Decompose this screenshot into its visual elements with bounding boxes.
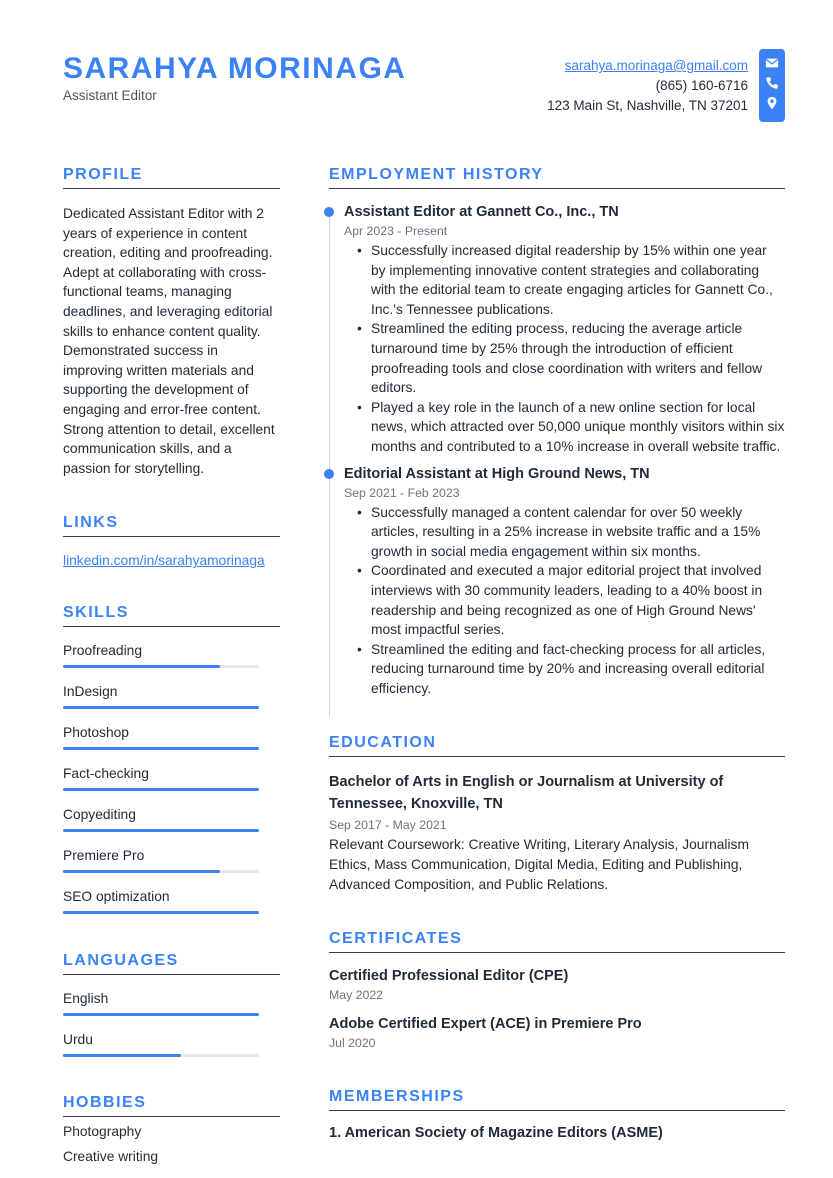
certificate-date: May 2022 bbox=[329, 988, 384, 1003]
skill-item bbox=[63, 765, 280, 791]
profile-summary: Dedicated Assistant Editor with 2 years of experience in content creation, editing and proofreading. Adept at collaborating with cross-functional teams, managing deadlines, and leveraging editorial skills to enhance content quality. Demonstrated success in improving written materials and supporting the development of engaging and error-free content. Strong attention to detail, excellent communication skills, and a passion for storytelling. bbox=[63, 206, 275, 476]
job-entry-date: Sep 2021 - Feb 2023 bbox=[344, 485, 460, 500]
contact-info bbox=[547, 56, 748, 116]
skill-level-bar bbox=[63, 747, 259, 750]
skill-level-bar bbox=[63, 788, 259, 791]
job-entry-date: Apr 2023 - Present bbox=[344, 224, 448, 238]
timeline-dot bbox=[324, 469, 334, 479]
skill-level-fill bbox=[63, 788, 259, 791]
language-level-fill bbox=[63, 1054, 181, 1057]
skill-name: Premiere Pro bbox=[63, 848, 145, 864]
achievement-item: • Played a key role in the launch of a new online section for local news, which attracted over 50,000 unique monthly visitors within six months and contributed to a 10% increase in overall website traffic. bbox=[371, 398, 785, 457]
section-heading-education: EDUCATION bbox=[329, 734, 785, 757]
skill-level-fill bbox=[63, 870, 220, 873]
skill-level-fill bbox=[63, 665, 220, 668]
skill-name: Photoshop bbox=[63, 725, 129, 741]
degree-title: Bachelor of Arts in English or Journalism at University of Tennessee, Knoxville, TN bbox=[329, 774, 724, 813]
section-heading-profile: PROFILE bbox=[63, 166, 280, 189]
language-item bbox=[63, 990, 280, 1016]
email-link[interactable]: sarahya.morinaga@gmail.com bbox=[564, 58, 748, 73]
hobby-item: Creative writing bbox=[63, 1148, 159, 1164]
job-entry-title: Editorial Assistant at High Ground News, TN bbox=[344, 465, 650, 482]
links-section bbox=[63, 514, 280, 568]
language-level-bar bbox=[63, 1013, 259, 1016]
skill-level-fill bbox=[63, 829, 259, 832]
skill-level-bar bbox=[63, 870, 259, 873]
skill-level-fill bbox=[63, 747, 259, 750]
section-heading-memberships: MEMBERSHIPS bbox=[329, 1088, 785, 1111]
job-entry bbox=[344, 203, 785, 457]
achievement-item: • Successfully managed a content calendar for over 50 weekly articles, resulting in a 25% increase in website traffic and a 15% growth in social media engagement within six months. bbox=[371, 503, 785, 562]
achievement-item: • Coordinated and executed a major editorial project that involved interviews with 30 community leaders, leading to a 40% boost in readership and being recognized as one of High Ground News' most impactful series. bbox=[371, 561, 785, 639]
profile-section bbox=[63, 166, 280, 478]
language-name: English bbox=[63, 991, 109, 1007]
section-heading-employment: EMPLOYMENT HISTORY bbox=[329, 166, 785, 189]
skill-level-fill bbox=[63, 706, 259, 709]
skill-level-bar bbox=[63, 911, 259, 914]
certificates-section bbox=[329, 930, 785, 1052]
skills-section bbox=[63, 604, 280, 914]
achievement-item: • Streamlined the editing process, reducing the average article turnaround time by 25% through the introduction of efficient proofreading tools and close coordination with writers and fellow editors. bbox=[371, 319, 785, 397]
employment-timeline bbox=[329, 203, 785, 698]
education-date: Sep 2017 - May 2021 bbox=[329, 818, 447, 833]
skill-item bbox=[63, 683, 280, 709]
employment-section bbox=[329, 166, 785, 698]
address: 123 Main St, Nashville, TN 37201 bbox=[547, 98, 748, 113]
skill-name: SEO optimization bbox=[63, 889, 170, 905]
skill-level-bar bbox=[63, 829, 259, 832]
skill-item bbox=[63, 847, 280, 873]
certificate-title: Certified Professional Editor (CPE) bbox=[329, 968, 569, 985]
skill-name: Fact-checking bbox=[63, 766, 149, 782]
certificate-title: Adobe Certified Expert (ACE) in Premiere Pro bbox=[329, 1016, 642, 1033]
right-column bbox=[329, 166, 785, 1141]
skill-level-bar bbox=[63, 665, 259, 668]
memberships-section bbox=[329, 1088, 785, 1141]
section-heading-skills: SKILLS bbox=[63, 604, 280, 627]
timeline-dot bbox=[324, 207, 334, 217]
language-level-bar bbox=[63, 1054, 259, 1057]
education-description: Relevant Coursework: Creative Writing, Literary Analysis, Journalism Ethics, Mass Communication, Digital Media, Editing and Publishing, Advanced Composition, and Public Relations. bbox=[329, 837, 749, 892]
hobbies-section bbox=[63, 1094, 280, 1166]
linkedin-link[interactable]: linkedin.com/in/sarahyamorinaga bbox=[63, 553, 265, 569]
languages-section bbox=[63, 952, 280, 1057]
timeline-line bbox=[329, 209, 330, 717]
job-title: Assistant Editor bbox=[63, 88, 157, 103]
skill-level-fill bbox=[63, 911, 259, 914]
skill-name: Proofreading bbox=[63, 643, 143, 659]
left-column bbox=[63, 166, 280, 1166]
contact-icon-bar bbox=[759, 49, 785, 122]
certificate-item bbox=[329, 1013, 785, 1052]
job-entry bbox=[344, 465, 785, 699]
job-entry-title: Assistant Editor at Gannett Co., Inc., TN bbox=[344, 204, 619, 220]
section-heading-links: LINKS bbox=[63, 514, 280, 537]
phone-icon bbox=[765, 76, 779, 90]
skill-item bbox=[63, 888, 280, 914]
section-heading-languages: LANGUAGES bbox=[63, 952, 280, 975]
skill-name: InDesign bbox=[63, 684, 118, 700]
job-achievements bbox=[344, 503, 785, 699]
envelope-icon bbox=[765, 56, 779, 70]
section-heading-hobbies: HOBBIES bbox=[63, 1094, 280, 1117]
education-section bbox=[329, 734, 785, 894]
skill-name: Copyediting bbox=[63, 807, 136, 823]
section-heading-certificates: CERTIFICATES bbox=[329, 930, 785, 953]
language-level-fill bbox=[63, 1013, 259, 1016]
membership-item: 1. American Society of Magazine Editors (ASME) bbox=[329, 1125, 663, 1142]
language-name: Urdu bbox=[63, 1032, 93, 1048]
job-achievements bbox=[344, 241, 785, 457]
language-item bbox=[63, 1031, 280, 1057]
certificate-date: Jul 2020 bbox=[329, 1036, 376, 1051]
skill-item bbox=[63, 642, 280, 668]
achievement-item: • Successfully increased digital readership by 15% within one year by implementing innovative content strategies and collaborating with the editorial team to create engaging articles for Gannett Co., Inc.'s Tennessee publications. bbox=[371, 241, 785, 319]
candidate-name: SARAHYA MORINAGA bbox=[63, 52, 407, 85]
certificate-item bbox=[329, 965, 785, 1004]
skill-level-bar bbox=[63, 706, 259, 709]
skill-item bbox=[63, 806, 280, 832]
skill-item bbox=[63, 724, 280, 750]
map-pin-icon bbox=[765, 96, 779, 110]
hobby-item: Photography bbox=[63, 1124, 142, 1140]
phone-number: (865) 160-6716 bbox=[655, 78, 748, 93]
achievement-item: • Streamlined the editing and fact-checking process for all articles, reducing turnaround time by 20% and increasing overall editorial efficiency. bbox=[371, 640, 785, 699]
